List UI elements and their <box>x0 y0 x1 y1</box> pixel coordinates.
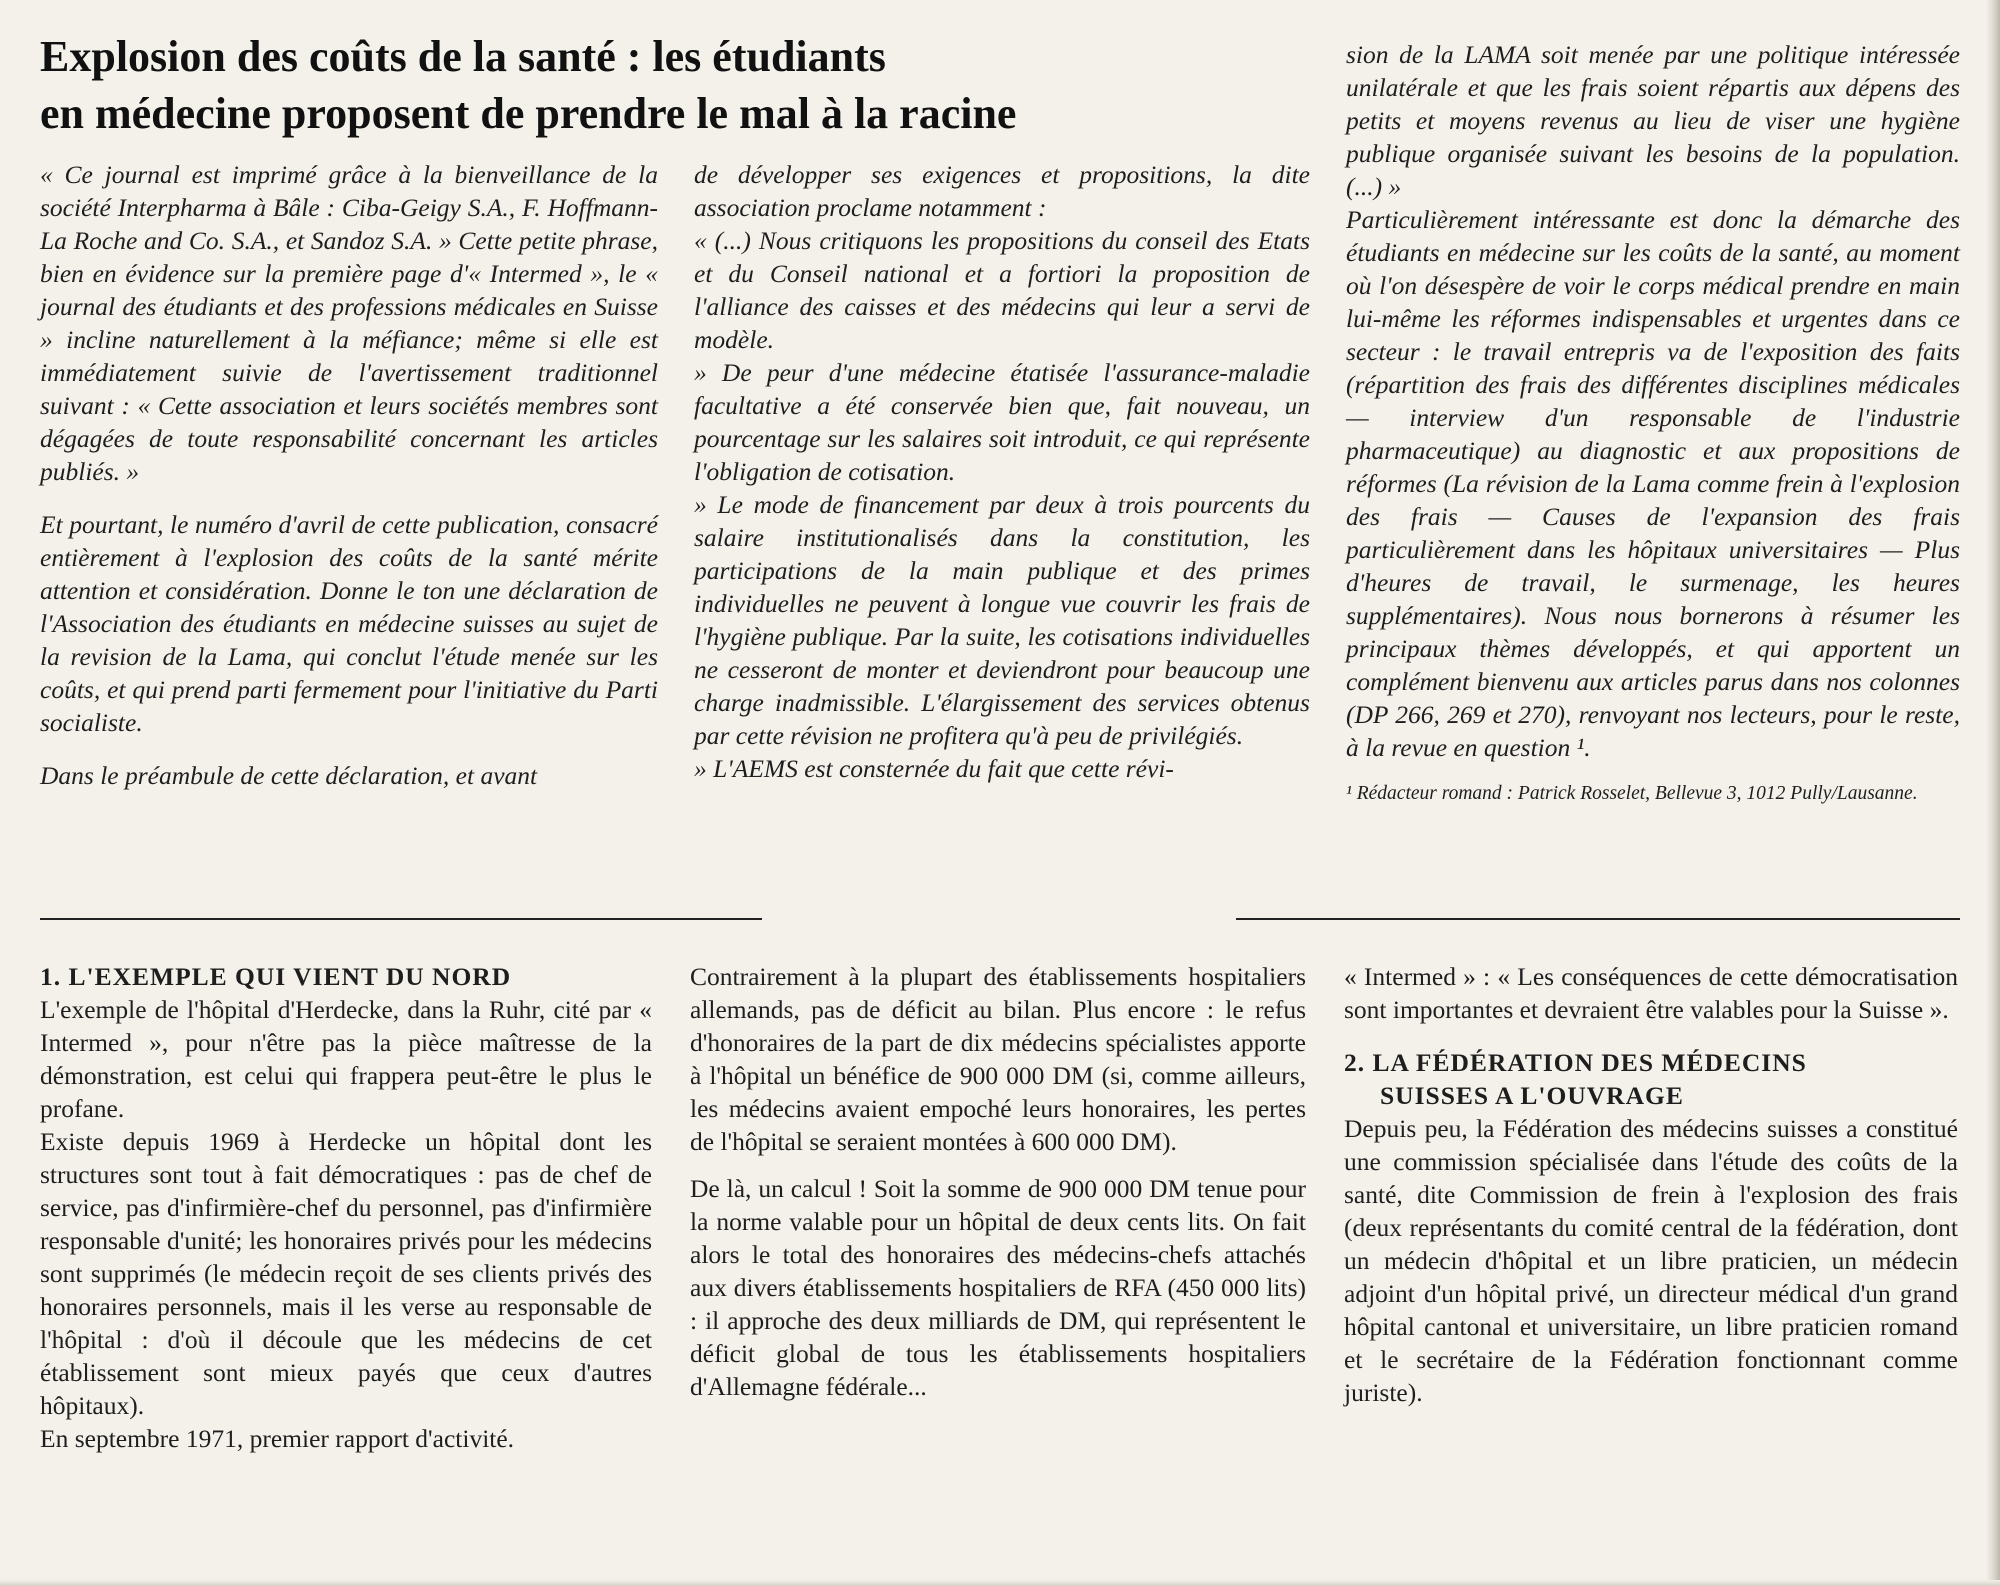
upper-col3-paragraph-1: sion de la LAMA soit menée par une politique intéressée unilatérale et que les frais soient répartis aux dépens des petits et moyens revenus au lieu de viser une hygiène publique organisée suivant les besoins de la population. (...) » <box>1346 40 1960 201</box>
lower-col2-paragraph-1: Contrairement à la plupart des établissements hospitaliers allemands, pas de déficit au bilan. Plus encore : le refus d'honoraires de la part de dix médecins spécialistes apporte à l'hôpital un bénéfice de 900 000 DM (si, comme ailleurs, les médecins avaient empoché leurs honoraires, les pertes de l'hôpital se seraient montées à 600 000 DM). <box>690 962 1306 1156</box>
lower-column-2 <box>690 960 1306 1403</box>
upper-column-2 <box>694 158 1310 785</box>
lower-column-3 <box>1344 960 1958 1409</box>
upper-col2-paragraph-2: « (...) Nous critiquons les propositions du conseil des Etats et du Conseil national et a fortiori la proposition de l'alliance des caisses et des médecins qui leur a servi de modèle. <box>694 226 1310 354</box>
lower-col3-intro: « Intermed » : « Les conséquences de cette démocratisation sont importantes et devraient être valables pour la Suisse ». <box>1344 962 1958 1024</box>
footnote: ¹ Rédacteur romand : Patrick Rosselet, Bellevue 3, 1012 Pully/Lausanne. <box>1346 783 1918 804</box>
upper-col1-paragraph-3: Dans le préambule de cette déclaration, et avant <box>40 761 538 790</box>
separator-rule-right <box>1236 918 1960 920</box>
separator-rule-left <box>40 918 762 920</box>
headline-line-2: en médecine proposent de prendre le mal à la racine <box>40 89 1017 138</box>
section-title-2-line-1: 2. LA FÉDÉRATION DES MÉDECINS <box>1344 1048 1807 1077</box>
lower-column-1 <box>40 960 652 1455</box>
upper-col2-paragraph-3: » De peur d'une médecine étatisée l'assurance-maladie facultative a été conservée bien que, fait nouveau, un pourcentage sur les salaires soit introduit, ce qui représente l'obligation de cotisation. <box>694 358 1310 486</box>
upper-col2-paragraph-4: » Le mode de financement par deux à trois pourcents du salaire institutionalisés dans la constitution, les participations de la main publique et des primes individuelles ne peuvent à longue vue couvrir les frais de l'hygiène publique. Par la suite, les cotisations individuelles ne cesseront de monter et deviendront pour beaucoup une charge inadmissible. L'élargissement des services obtenus par cette révision ne profitera qu'à peu de privilégiés. <box>694 490 1310 750</box>
headline-line-1: Explosion des coûts de la santé : les étudiants <box>40 32 886 81</box>
section-title-2 <box>1344 1046 1958 1112</box>
lower-col3-paragraph: Depuis peu, la Fédération des médecins suisses a constitué une commission spécialisée dans l'étude des coûts de la santé, dite Commission de frein à l'explosion des frais (deux représentants du comité central de la fédération, dont un médecin d'hôpital et un libre praticien, un médecin adjoint d'un hôpital privé, un directeur médical d'un grand hôpital cantonal et universitaire, un libre praticien romand et le secrétaire de la Fédération fonctionnant comme juriste). <box>1344 1114 1958 1407</box>
upper-column-3 <box>1346 38 1960 806</box>
lower-col1-paragraph-3: En septembre 1971, premier rapport d'activité. <box>40 1424 515 1453</box>
scan-edge-shadow <box>1986 0 2000 1586</box>
upper-col1-paragraph-1: « Ce journal est imprimé grâce à la bienveillance de la société Interpharma à Bâle : Ciba-Geigy S.A., F. Hoffmann-La Roche and Co. S.A., et Sandoz S.A. » Cette petite phrase, bien en évidence sur la première page d'« Intermed », le « journal des étudiants et des professions médicales en Suisse » incline naturellement à la méfiance; même si elle est immédiatement suivie de l'avertissement traditionnel suivant : « Cette association et leurs sociétés membres sont dégagées de toute responsabilité concernant les articles publiés. » <box>40 160 658 486</box>
upper-col2-paragraph-5: » L'AEMS est consternée du fait que cette révi- <box>694 754 1174 783</box>
headline <box>40 28 1340 142</box>
lower-col1-paragraph-1: L'exemple de l'hôpital d'Herdecke, dans la Ruhr, cité par « Intermed », pour n'être pas la pièce maîtresse de la démonstration, est celui qui frappera peut-être le plus le profane. <box>40 995 652 1123</box>
upper-column-1 <box>40 158 658 792</box>
upper-col3-paragraph-2: Particulièrement intéressante est donc la démarche des étudiants en médecine sur les coûts de la santé, au moment où l'on désespère de voir le corps médical prendre en main lui-même les réformes indispensables et urgentes dans ce secteur : le travail entrepris va de l'exposition des faits (répartition des frais des différentes disciplines médicales — interview d'un responsable de l'industrie pharmaceutique) au diagnostic et aux propositions de réformes (La révision de la Lama comme frein à l'explosion des frais — Causes de l'expansion des frais particulièrement dans les hôpitaux universitaires — Plus d'heures de travail, le surmenage, les heures supplémentaires). Nous nous bornerons à résumer les principaux thèmes développés, et qui apportent un complément bienvenu aux articles parus dans nos colonnes (DP 266, 269 et 270), renvoyant nos lecteurs, pour le reste, à la revue en question ¹. <box>1346 205 1960 762</box>
section-title-1: 1. L'EXEMPLE QUI VIENT DU NORD <box>40 962 512 991</box>
upper-col1-paragraph-2: Et pourtant, le numéro d'avril de cette publication, consacré entièrement à l'explosion des coûts de la santé mérite attention et considération. Donne le ton une déclaration de l'Association des étudiants en médecine suisses au sujet de la revision de la Lama, qui conclut l'étude menée sur les coûts, et qui prend parti fermement pour l'initiative du Parti socialiste. <box>40 510 658 737</box>
section-title-2-line-2: SUISSES A L'OUVRAGE <box>1380 1081 1684 1110</box>
upper-col2-paragraph-1: de développer ses exigences et propositions, la dite association proclame notamment : <box>694 160 1310 222</box>
lower-col2-paragraph-2: De là, un calcul ! Soit la somme de 900 000 DM tenue pour la norme valable pour un hôpital de deux cents lits. On fait alors le total des honoraires des médecins-chefs attachés aux divers établissements hospitaliers de RFA (450 000 lits) : il approche des deux milliards de DM, qui représentent le déficit global de tous les établissements hospitaliers d'Allemagne fédérale... <box>690 1174 1306 1401</box>
lower-col1-paragraph-2: Existe depuis 1969 à Herdecke un hôpital dont les structures sont tout à fait démocratiques : pas de chef de service, pas d'infirmière-chef du personnel, pas d'infirmière responsable d'unité; les honoraires privés pour les médecins sont supprimés (le médecin reçoit de ses clients privés des honoraires personnels, mais il les verse au responsable de l'hôpital : d'où il découle que les médecins de cet établissement sont mieux payés que ceux d'autres hôpitaux). <box>40 1127 652 1420</box>
scan-bottom-shadow <box>0 1580 2000 1586</box>
